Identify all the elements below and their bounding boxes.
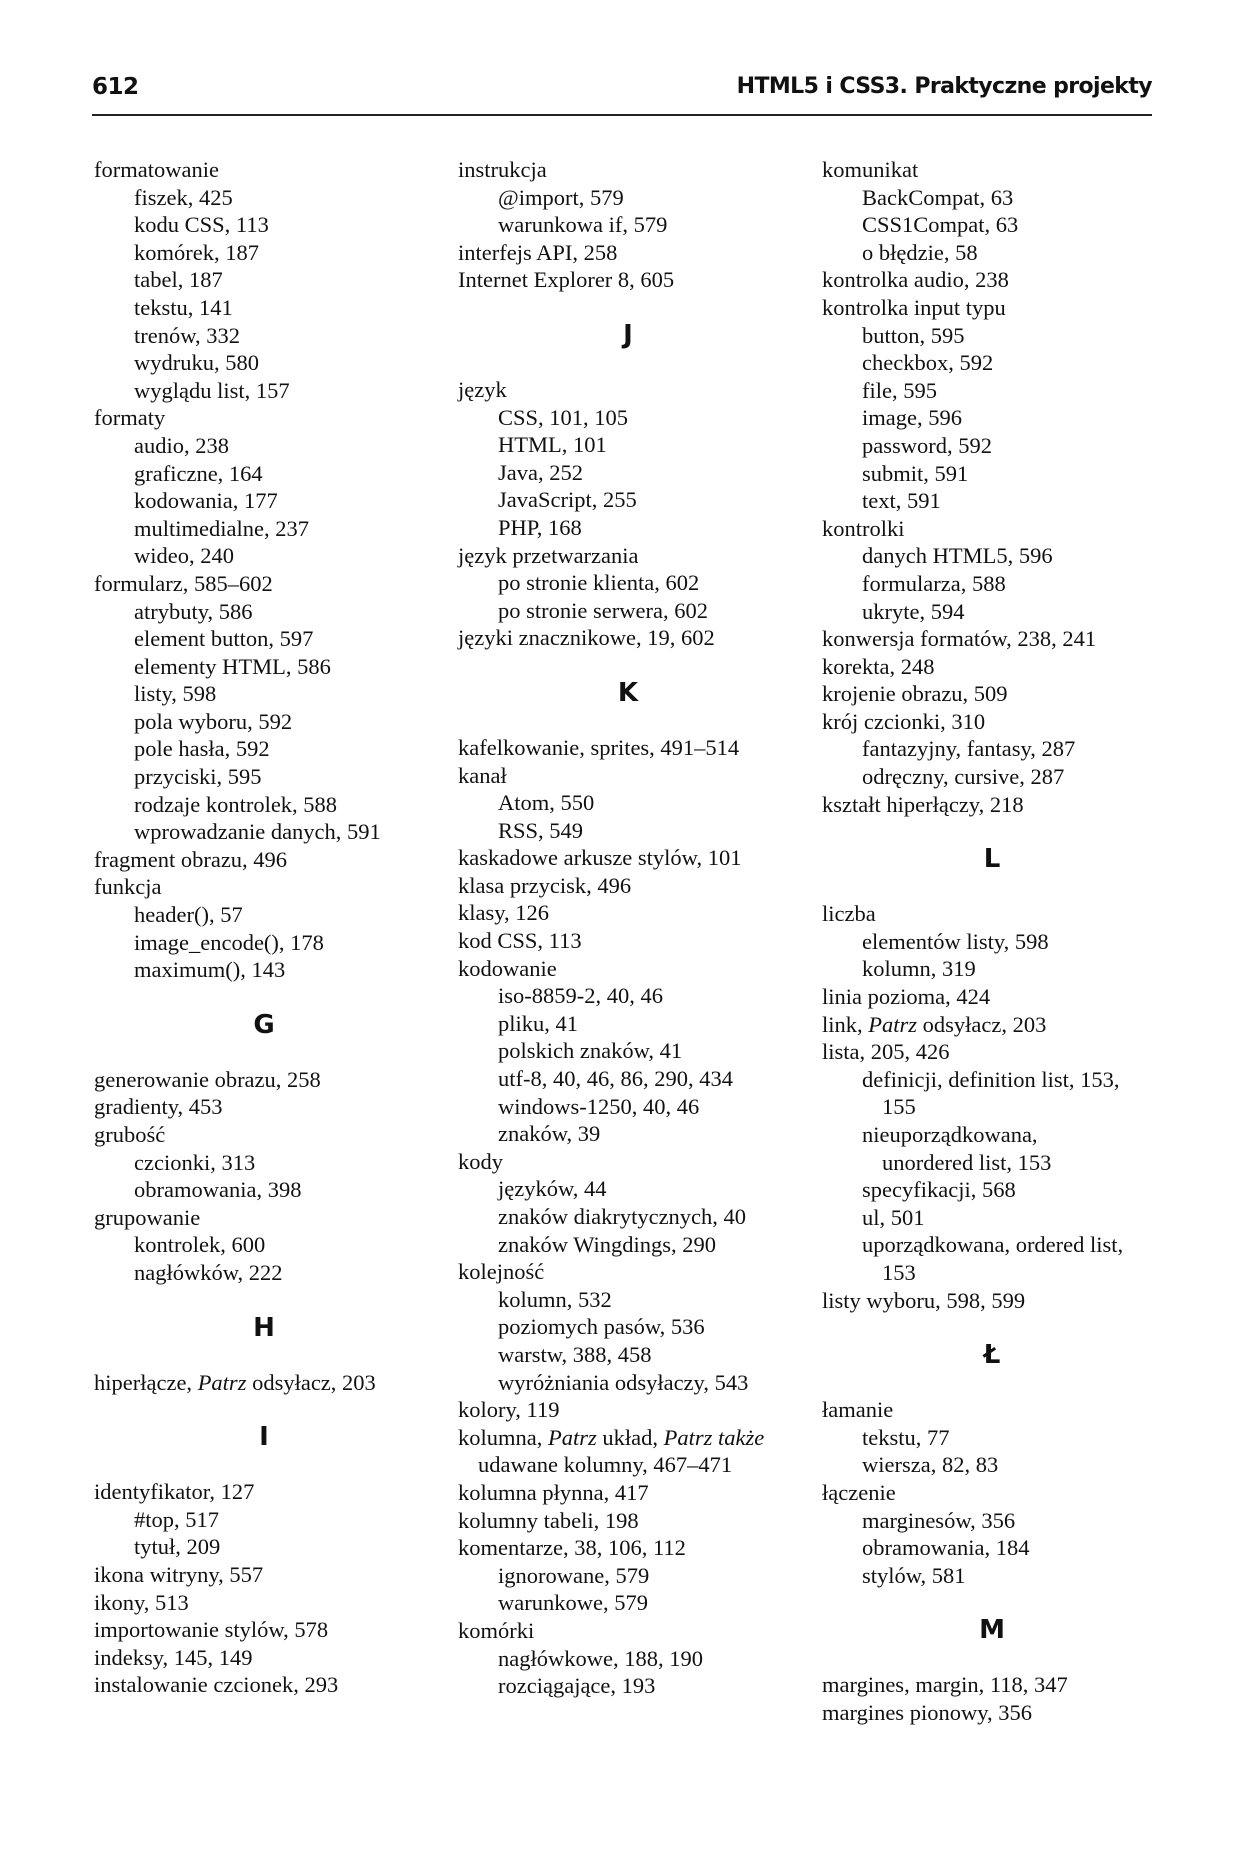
entry-text: odsyłacz, 203 (246, 1369, 376, 1395)
index-subentry: graficzne, 164 (134, 460, 263, 486)
index-entry: grupowanie (94, 1204, 201, 1230)
index-subentry: pliku, 41 (498, 1010, 579, 1036)
cross-reference: Patrz (868, 1011, 918, 1037)
index-subentry: fiszek, 425 (134, 184, 233, 210)
index-subentry: tabel, 187 (134, 267, 223, 293)
index-entry: importowanie stylów, 578 (94, 1617, 329, 1643)
index-subentry: listy, 598 (134, 681, 217, 707)
index-subentry: atrybuty, 586 (134, 598, 253, 624)
index-subentry: czcionki, 313 (134, 1149, 256, 1175)
index-entry (94, 1369, 454, 1397)
index-subentry: BackCompat, 63 (862, 184, 1014, 210)
index-entry: komentarze, 38, 106, 112 (458, 1535, 686, 1561)
index-entry: konwersja formatów, 238, 241 (822, 626, 1097, 652)
index-subentry: image, 596 (862, 405, 962, 431)
index-entry: krój czcionki, 310 (822, 708, 986, 734)
index-subentry: image_encode(), 178 (134, 929, 324, 955)
index-entry: korekta, 248 (822, 653, 935, 679)
index-entry: formatowanie (94, 157, 219, 182)
index-entry: margines pionowy, 356 (822, 1699, 1032, 1725)
index-entry-continuation: udawane kolumny, 467–471 (478, 1452, 733, 1478)
index-entry: formularz, 585–602 (94, 570, 273, 596)
index-entry: funkcja (94, 874, 162, 900)
entry-text: link, (822, 1011, 869, 1037)
letter-heading: K (617, 677, 639, 708)
index-subentry: znaków diakrytycznych, 40 (498, 1204, 747, 1229)
index-entry: kontrolka audio, 238 (822, 267, 1009, 293)
index-entry: kontrolki (822, 515, 905, 541)
letter-heading: M (979, 1615, 1005, 1646)
cross-reference: Patrz także (663, 1424, 765, 1450)
index-entry: łączenie (822, 1479, 896, 1505)
index-subentry: file, 595 (862, 377, 937, 403)
letter-heading: Ł (983, 1340, 1001, 1371)
index-subentry: marginesów, 356 (862, 1507, 1016, 1533)
index-subentry: utf-8, 40, 46, 86, 290, 434 (498, 1066, 733, 1092)
index-subentry: znaków, 39 (498, 1121, 601, 1147)
index-entry (458, 1424, 818, 1452)
index-subentry: warstw, 388, 458 (498, 1341, 652, 1367)
index-subentry: kodowania, 177 (134, 488, 278, 514)
letter-heading: L (983, 844, 1001, 875)
page-number: 612 (92, 74, 139, 100)
entry-text: hiperłącze, (94, 1369, 198, 1395)
index-subentry: warunkowe, 579 (498, 1590, 648, 1616)
index-subentry: windows-1250, 40, 46 (498, 1093, 700, 1119)
index-subentry: uporządkowana, ordered list, (862, 1232, 1124, 1258)
index-subentry: HTML, 101 (498, 432, 607, 458)
index-entry: kształt hiperłączy, 218 (822, 791, 1024, 817)
index-entry: kontrolka input typu (822, 294, 1006, 320)
entry-text: odsyłacz, 203 (917, 1011, 1047, 1037)
index-subentry: wyróżniania odsyłaczy, 543 (498, 1369, 749, 1395)
index-entry: komórki (458, 1617, 535, 1643)
running-header (92, 74, 1152, 116)
index-subentry: warunkowa if, 579 (498, 212, 668, 238)
index-subentry: @import, 579 (498, 184, 624, 210)
index-entry: kodowanie (458, 955, 557, 981)
index-subentry: kontrolek, 600 (134, 1232, 266, 1258)
index-subentry: password, 592 (862, 432, 992, 458)
index-subentry: Atom, 550 (498, 790, 595, 816)
index-entry: gradienty, 453 (94, 1094, 223, 1120)
index-subentry: submit, 591 (862, 460, 969, 486)
index-entry: listy wyboru, 598, 599 (822, 1287, 1026, 1313)
index-subentry: header(), 57 (134, 902, 243, 928)
index-subentry: ul, 501 (862, 1204, 925, 1230)
index-subentry: nieuporządkowana, (862, 1122, 1038, 1147)
index-subentry: fantazyjny, fantasy, 287 (862, 736, 1076, 762)
index-subentry: o błędzie, 58 (862, 239, 978, 265)
index-subentry: specyfikacji, 568 (862, 1177, 1016, 1203)
index-entry: Internet Explorer 8, 605 (458, 267, 675, 293)
index-subentry: stylów, 581 (862, 1562, 966, 1588)
letter-heading: H (253, 1312, 275, 1343)
index-entry: kody (458, 1148, 503, 1174)
index-subentry: po stronie serwera, 602 (498, 597, 708, 623)
index-subentry: pole hasła, 592 (134, 736, 270, 762)
index-subentry: nagłówków, 222 (134, 1259, 283, 1285)
index-entry: liczba (822, 901, 876, 927)
index-entry-continuation: unordered list, 153 (882, 1149, 1052, 1175)
index-subentry: poziomych pasów, 536 (498, 1314, 705, 1340)
index-subentry: element button, 597 (134, 626, 314, 652)
index-entry: języki znacznikowe, 19, 602 (458, 625, 715, 651)
index-entry: kaskadowe arkusze stylów, 101 (458, 845, 742, 871)
index-subentry: ukryte, 594 (862, 598, 965, 624)
index-entry: interfejs API, 258 (458, 239, 618, 265)
index-entry-continuation: 153 (882, 1259, 916, 1285)
index-entry: język przetwarzania (458, 542, 639, 568)
index-subentry: iso-8859-2, 40, 46 (498, 983, 663, 1009)
index-entry: klasa przycisk, 496 (458, 872, 632, 898)
index-entry: generowanie obrazu, 258 (94, 1066, 321, 1092)
index-subentry: button, 595 (862, 322, 965, 348)
index-entry: lista, 205, 426 (822, 1039, 950, 1065)
index-entry: komunikat (822, 157, 919, 182)
index-entry: linia pozioma, 424 (822, 984, 991, 1010)
index-entry: kolejność (458, 1259, 545, 1285)
index-entry: formaty (94, 405, 166, 431)
index-entry (822, 1011, 1182, 1039)
index-subentry: tekstu, 77 (862, 1424, 950, 1450)
index-subentry: RSS, 549 (498, 817, 584, 843)
index-column-1 (94, 156, 454, 1699)
entry-text: kolumna, (458, 1424, 548, 1450)
index-subentry: formularza, 588 (862, 570, 1006, 596)
index-subentry: polskich znaków, 41 (498, 1038, 683, 1064)
index-subentry: trenów, 332 (134, 322, 241, 348)
index-entry: instalowanie czcionek, 293 (94, 1672, 339, 1698)
index-entry: identyfikator, 127 (94, 1479, 255, 1505)
index-subentry: #top, 517 (134, 1506, 220, 1532)
index-entry: margines, margin, 118, 347 (822, 1672, 1068, 1698)
index-subentry: elementów listy, 598 (862, 928, 1049, 954)
index-subentry: wideo, 240 (134, 543, 234, 569)
index-subentry: wiersza, 82, 83 (862, 1452, 999, 1478)
cross-reference: Patrz (197, 1369, 247, 1395)
index-subentry: tekstu, 141 (134, 294, 233, 320)
index-entry: kolory, 119 (458, 1397, 560, 1423)
index-subentry: komórek, 187 (134, 239, 259, 265)
index-entry: indeksy, 145, 149 (94, 1644, 253, 1670)
index-entry: krojenie obrazu, 509 (822, 681, 1008, 707)
index-subentry: znaków Wingdings, 290 (498, 1231, 717, 1257)
index-subentry: ignorowane, 579 (498, 1562, 650, 1588)
index-entry: instrukcja (458, 157, 547, 182)
index-subentry: kolumn, 532 (498, 1286, 612, 1312)
index-entry: język (458, 376, 507, 402)
index-subentry: pola wyboru, 592 (134, 708, 293, 734)
index-entry: kod CSS, 113 (458, 928, 582, 954)
index-subentry: CSS1Compat, 63 (862, 212, 1019, 238)
index-subentry: rozciągające, 193 (498, 1673, 656, 1699)
index-entry: kolumna płynna, 417 (458, 1479, 649, 1505)
index-subentry: tytuł, 209 (134, 1534, 221, 1560)
index-subentry: odręczny, cursive, 287 (862, 764, 1065, 790)
index-entry: ikony, 513 (94, 1589, 189, 1615)
index-subentry: po stronie klienta, 602 (498, 570, 700, 596)
index-column-3 (822, 156, 1182, 1727)
index-subentry: JavaScript, 255 (498, 487, 637, 513)
index-subentry: wprowadzanie danych, 591 (134, 819, 381, 845)
index-subentry: wydruku, 580 (134, 350, 259, 376)
index-entry: kolumny tabeli, 198 (458, 1507, 639, 1533)
index-subentry: rodzaje kontrolek, 588 (134, 791, 338, 817)
index-entry: łamanie (822, 1397, 894, 1423)
index-subentry: elementy HTML, 586 (134, 653, 331, 679)
index-entry: klasy, 126 (458, 900, 550, 926)
index-entry-continuation: 155 (882, 1094, 916, 1120)
letter-heading: I (259, 1422, 269, 1453)
index-subentry: definicji, definition list, 153, (862, 1066, 1120, 1092)
entry-text: układ, (596, 1424, 664, 1450)
index-subentry: języków, 44 (498, 1176, 607, 1202)
index-entry: fragment obrazu, 496 (94, 846, 288, 872)
index-entry: ikona witryny, 557 (94, 1561, 264, 1587)
index-entry: kanał (458, 762, 507, 788)
index-entry: grubość (94, 1122, 166, 1147)
index-subentry: wyglądu list, 157 (134, 377, 290, 403)
index-subentry: kolumn, 319 (862, 956, 976, 982)
index-subentry: checkbox, 592 (862, 350, 994, 376)
book-title: HTML5 i CSS3. Praktyczne projekty (736, 74, 1152, 99)
index-subentry: kodu CSS, 113 (134, 212, 269, 238)
index-subentry: Java, 252 (498, 459, 583, 485)
index-subentry: audio, 238 (134, 432, 229, 458)
index-subentry: multimedialne, 237 (134, 515, 309, 541)
index-subentry: danych HTML5, 596 (862, 543, 1053, 569)
cross-reference: Patrz (548, 1424, 597, 1450)
index-entry: kafelkowanie, sprites, 491–514 (458, 734, 740, 760)
index-subentry: text, 591 (862, 488, 941, 514)
index-subentry: nagłówkowe, 188, 190 (498, 1645, 703, 1671)
index-subentry: maximum(), 143 (134, 957, 286, 983)
index-subentry: obramowania, 184 (862, 1535, 1030, 1561)
letter-heading: G (253, 1009, 275, 1040)
index-subentry: obramowania, 398 (134, 1177, 302, 1203)
index-subentry: CSS, 101, 105 (498, 404, 629, 430)
index-column-2 (458, 156, 818, 1700)
letter-heading: J (623, 319, 633, 350)
index-subentry: PHP, 168 (498, 514, 582, 540)
index-subentry: przyciski, 595 (134, 764, 262, 790)
